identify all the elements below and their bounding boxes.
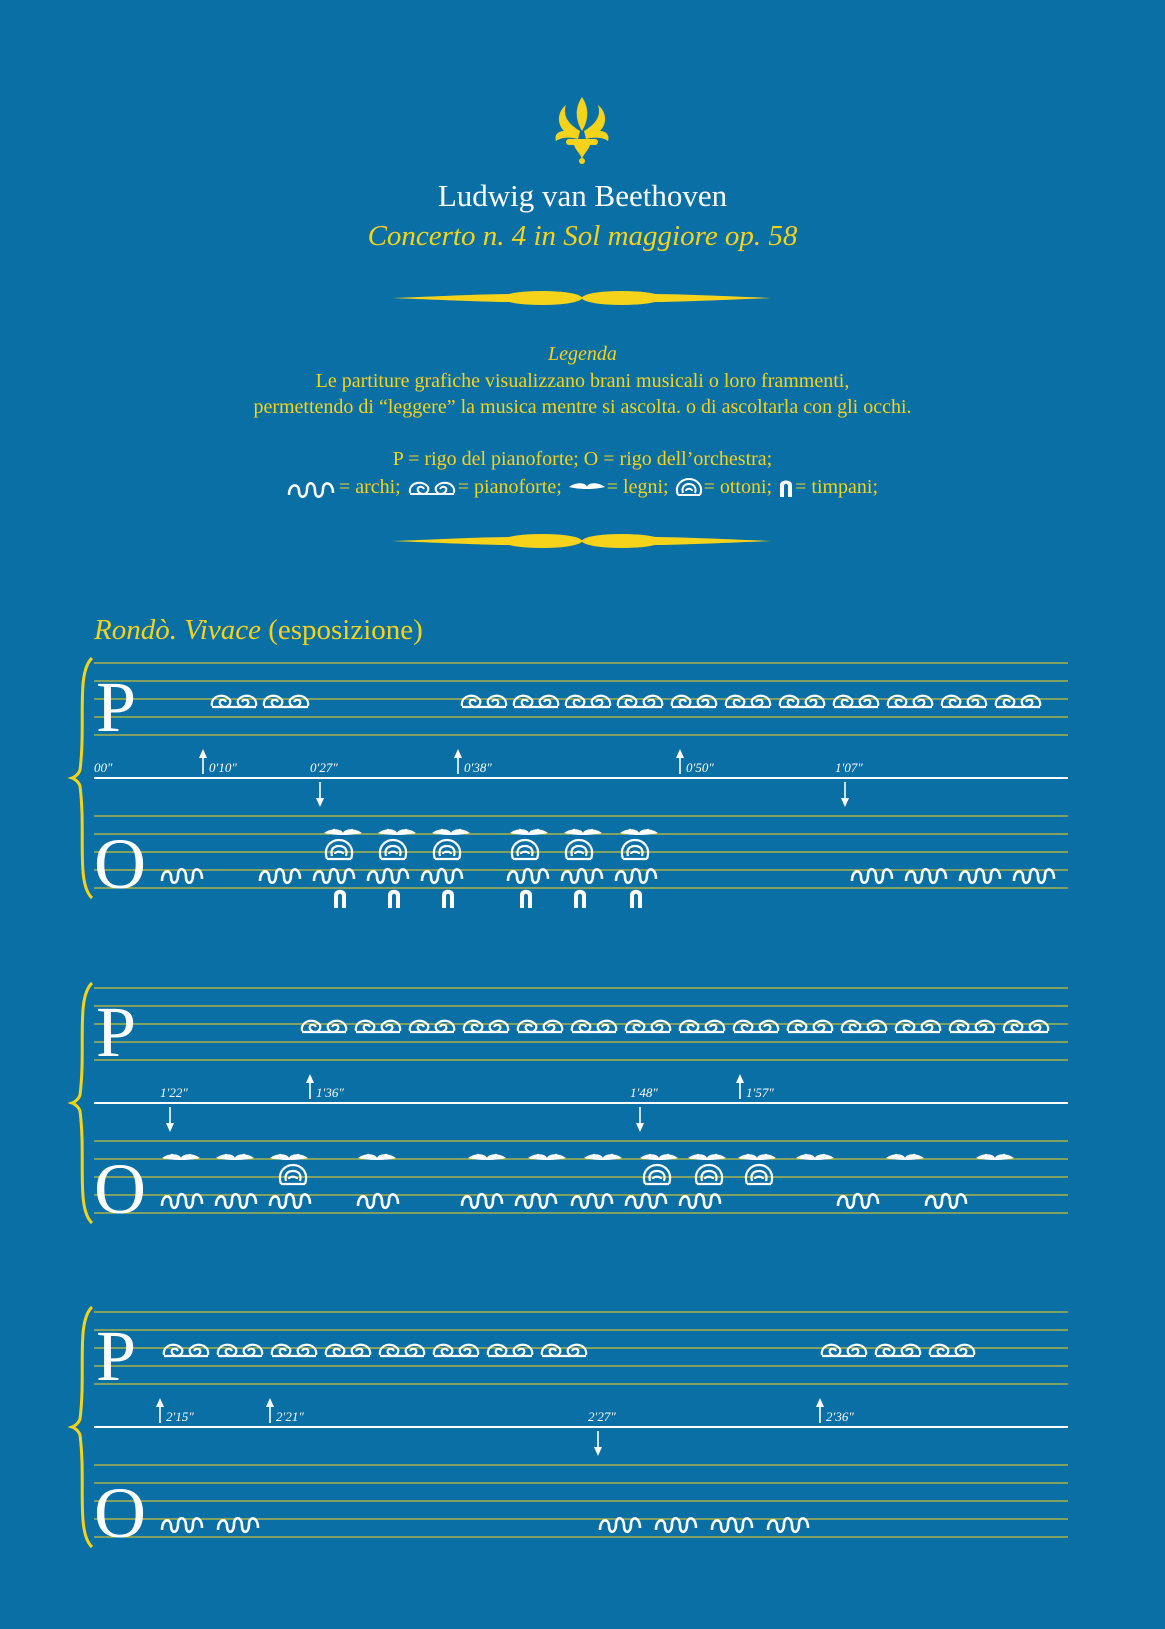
system-brace <box>72 1307 92 1547</box>
legni-mark <box>216 1154 254 1160</box>
legni-mark <box>620 829 658 835</box>
archi-mark <box>656 1518 696 1532</box>
archi-mark <box>358 1194 398 1208</box>
pianoforte-mark <box>930 1345 974 1356</box>
pianoforte-mark <box>888 696 932 707</box>
legend-legni-label: = legni; <box>606 476 669 498</box>
score-system-1 <box>72 658 1068 908</box>
pianoforte-mark <box>272 1345 316 1356</box>
timestamp-label: 2′27″ <box>588 1409 616 1424</box>
cue-arrowhead <box>676 749 684 758</box>
archi-mark <box>616 869 656 883</box>
legni-mark <box>976 1154 1014 1160</box>
archi-mark <box>712 1518 752 1532</box>
legend-archi-label: = archi; <box>338 476 401 498</box>
pianoforte-mark <box>380 1345 424 1356</box>
section-title-part: (esposizione) <box>260 614 423 646</box>
legni-mark <box>738 1154 776 1160</box>
archi-mark <box>626 1194 666 1208</box>
cue-arrowhead <box>266 1398 274 1407</box>
archi-mark <box>314 869 354 883</box>
ottoni-mark <box>644 1165 670 1184</box>
timestamp-label: 1′22″ <box>160 1085 188 1100</box>
ottoni-mark <box>434 840 460 859</box>
timestamp-label: 1′36″ <box>316 1085 344 1100</box>
archi-mark <box>162 869 202 883</box>
score-systems <box>72 658 1068 1553</box>
pianoforte-mark <box>942 696 986 707</box>
pianoforte-mark <box>618 696 662 707</box>
orchestra-staff-label: O <box>94 1149 146 1229</box>
pianoforte-mark <box>950 1021 994 1032</box>
timestamp-label: 2′21″ <box>276 1409 304 1424</box>
timestamp-label: 00″ <box>94 760 113 775</box>
pianoforte-mark <box>672 696 716 707</box>
pianoforte-mark <box>780 696 824 707</box>
legend-ottoni-label: = ottoni; <box>703 476 773 498</box>
cue-arrowhead <box>316 798 324 807</box>
piano-staff-label: P <box>96 992 137 1072</box>
timestamp-label: 1′07″ <box>835 760 863 775</box>
pianoforte-mark <box>876 1345 920 1356</box>
pianoforte-mark <box>464 1021 508 1032</box>
cue-arrowhead <box>199 749 207 758</box>
timpani-mark <box>520 890 532 908</box>
pianoforte-mark <box>834 696 878 707</box>
legni-mark <box>528 1154 566 1160</box>
legni-mark <box>584 1154 622 1160</box>
ottoni-mark <box>280 1165 306 1184</box>
pianoforte-mark <box>1004 1021 1048 1032</box>
legni-mark <box>468 1154 506 1160</box>
legni-mark <box>640 1154 678 1160</box>
pianoforte-mark <box>726 696 770 707</box>
pianoforte-mark <box>896 1021 940 1032</box>
piano-staff-label: P <box>96 667 137 747</box>
pianoforte-mark <box>518 1021 562 1032</box>
archi-mark <box>680 1194 720 1208</box>
pianoforte-mark <box>218 1345 262 1356</box>
legend-key-staves: P = rigo del pianoforte; O = rigo dell’orchestra; <box>392 448 773 470</box>
cue-arrowhead <box>454 749 462 758</box>
legend-text-line-1: Le partiture grafiche visualizzano brani musicali o loro frammenti, <box>315 370 850 392</box>
archi-mark <box>516 1194 556 1208</box>
archi-mark <box>562 869 602 883</box>
ottoni-mark <box>622 840 648 859</box>
pianoforte-mark <box>542 1345 586 1356</box>
archi-mark <box>768 1518 808 1532</box>
section-title-movement: Rondò. Vivace <box>94 614 261 646</box>
archi-mark <box>600 1518 640 1532</box>
legni-mark <box>358 1154 396 1160</box>
legend-title: Legenda <box>548 343 617 365</box>
cue-arrowhead <box>166 1123 174 1132</box>
legni-mark <box>510 829 548 835</box>
pianoforte-mark <box>434 1345 478 1356</box>
orchestra-staff-label: O <box>94 1473 146 1553</box>
legend-timpani-label: = timpani; <box>795 476 879 498</box>
archi-mark <box>926 1194 966 1208</box>
ottoni-mark <box>566 840 592 859</box>
pianoforte-mark <box>212 696 256 707</box>
piano-staff-label: P <box>96 1316 137 1396</box>
legend-text-line-2: permettendo di “leggere” la musica mentre si ascolta. o di ascoltarla con gli occhi. <box>253 396 912 418</box>
cue-arrowhead <box>636 1123 644 1132</box>
pianoforte-mark <box>788 1021 832 1032</box>
cue-arrowhead <box>306 1074 314 1083</box>
archi-mark <box>572 1194 612 1208</box>
archi-mark <box>508 869 548 883</box>
cue-arrowhead <box>841 798 849 807</box>
pianoforte-mark <box>514 696 558 707</box>
timestamp-label: 0′10″ <box>209 760 237 775</box>
timestamp-label: 0′38″ <box>464 760 492 775</box>
archi-mark <box>260 869 300 883</box>
timestamp-label: 2′36″ <box>826 1409 854 1424</box>
orchestra-staff-label: O <box>94 824 146 904</box>
pianoforte-mark <box>572 1021 616 1032</box>
ottoni-mark <box>326 840 352 859</box>
legni-mark <box>688 1154 726 1160</box>
pianoforte-mark <box>410 1021 454 1032</box>
timestamp-label: 2′15″ <box>166 1409 194 1424</box>
ottoni-mark <box>380 840 406 859</box>
legni-mark <box>886 1154 924 1160</box>
archi-mark <box>462 1194 502 1208</box>
pianoforte-mark <box>842 1021 886 1032</box>
pianoforte-mark <box>488 1345 532 1356</box>
legni-mark <box>432 829 470 835</box>
ottoni-mark <box>512 840 538 859</box>
archi-mark <box>216 1194 256 1208</box>
archi-mark <box>218 1518 258 1532</box>
work-title: Concerto n. 4 in Sol maggiore op. 58 <box>367 220 798 252</box>
pianoforte-mark <box>626 1021 670 1032</box>
archi-mark <box>162 1194 202 1208</box>
timpani-mark <box>442 890 454 908</box>
timpani-mark <box>630 890 642 908</box>
timestamp-label: 1′48″ <box>630 1085 658 1100</box>
pianoforte-mark <box>164 1345 208 1356</box>
legend-piano-label: = pianoforte; <box>457 476 562 498</box>
legni-mark <box>162 1154 200 1160</box>
legni-mark <box>378 829 416 835</box>
archi-mark <box>162 1518 202 1532</box>
archi-mark <box>422 869 462 883</box>
archi-mark <box>1014 869 1054 883</box>
pianoforte-mark <box>326 1345 370 1356</box>
cue-arrowhead <box>736 1074 744 1083</box>
timestamp-label: 0′50″ <box>686 760 714 775</box>
system-brace <box>72 983 92 1223</box>
legni-mark <box>324 829 362 835</box>
pianoforte-mark <box>734 1021 778 1032</box>
composer-name: Ludwig van Beethoven <box>437 178 728 213</box>
score-system-3 <box>72 1307 1068 1553</box>
pianoforte-mark <box>996 696 1040 707</box>
score-system-2 <box>72 983 1068 1229</box>
timpani-mark <box>574 890 586 908</box>
cue-arrowhead <box>816 1398 824 1407</box>
pianoforte-mark <box>462 696 506 707</box>
archi-mark <box>368 869 408 883</box>
pianoforte-mark <box>680 1021 724 1032</box>
archi-mark <box>838 1194 878 1208</box>
ottoni-mark <box>696 1165 722 1184</box>
timpani-mark <box>388 890 400 908</box>
legni-mark <box>796 1154 834 1160</box>
cue-arrowhead <box>156 1398 164 1407</box>
pianoforte-mark <box>302 1021 346 1032</box>
pianoforte-mark <box>264 696 308 707</box>
timestamp-label: 1′57″ <box>746 1085 774 1100</box>
legni-mark <box>270 1154 308 1160</box>
archi-mark <box>852 869 892 883</box>
pianoforte-mark <box>566 696 610 707</box>
ottoni-mark <box>746 1165 772 1184</box>
timestamp-label: 0′27″ <box>310 760 338 775</box>
legni-mark <box>564 829 602 835</box>
archi-mark <box>960 869 1000 883</box>
cue-arrowhead <box>594 1447 602 1456</box>
system-brace <box>72 658 92 898</box>
pianoforte-mark <box>356 1021 400 1032</box>
archi-mark <box>270 1194 310 1208</box>
pianoforte-mark <box>822 1345 866 1356</box>
archi-mark <box>906 869 946 883</box>
timpani-mark <box>334 890 346 908</box>
